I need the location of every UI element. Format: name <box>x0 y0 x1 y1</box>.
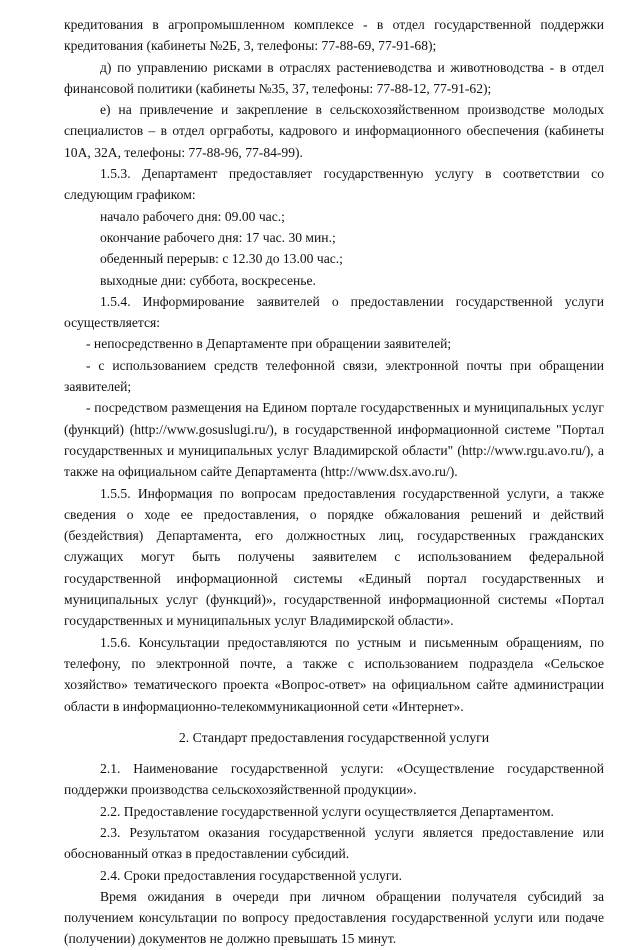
section-heading: 2. Стандарт предоставления государственной услуги <box>178 729 490 745</box>
paragraph-waiting-time: Время ожидания в очереди при личном обращении получателя субсидий за получением консультации по вопросу предоставления государственной услуги или подаче (получении) документов не должно превышать 15 минут. <box>64 888 604 947</box>
paragraph-1-5-3: 1.5.3. Департамент предоставляет государственную услугу в соответствии со следующим графиком: <box>64 166 604 203</box>
paragraph-2-2: 2.2. Предоставление государственной услуги осуществляется Департаментом. <box>100 803 554 819</box>
list-item-portals: - посредством размещения на Едином портале государственных и муниципальных услуг (функций) (http://www.gosuslugi.ru/), в государственной информационной системе "Портал государственных и муниципальных услуг Владимирской области" (http://www.rgu.avo.ru/), а также на официальном сайте Департамента (http://www.dsx.avo.ru/). <box>64 400 604 480</box>
paragraph-1-5-5: 1.5.5. Информация по вопросам предоставления государственной услуги, а также сведения о ходе ее предоставления, о порядке обжалования решений и действий (бездействия) Департамента, его должностных лиц, государственных гражданских служащих могут быть получены заявителем с использованием федеральной государственной информационной системы «Единый портал государственных и муниципальных услуг (функций)», государственной информационной системы «Портал государственных и муниципальных услуг Владимирской области». <box>64 485 604 629</box>
list-item-in-department: - непосредственно в Департаменте при обращении заявителей; <box>86 336 452 352</box>
paragraph-1-5-4: 1.5.4. Информирование заявителей о предоставлении государственной услуги осуществляется: <box>64 293 604 331</box>
schedule-line-end: окончание рабочего дня: 17 час. 30 мин.; <box>100 229 336 245</box>
paragraph-2-3: 2.3. Результатом оказания государственной услуги является предоставление или обоснованный отказ в предоставлении субсидий. <box>64 824 604 862</box>
paragraph-2-1: 2.1. Наименование государственной услуги: «Осуществление государственной поддержки производства сельскохозяйственной продукции». <box>64 761 604 798</box>
schedule-line-start: начало рабочего дня: 09.00 час.; <box>100 208 285 224</box>
schedule-line-weekend: выходные дни: суббота, воскресенье. <box>100 272 316 288</box>
paragraph-item-e: е) на привлечение и закрепление в сельскохозяйственном производстве молодых специалистов – в отдел оргработы, кадрового и информационного обеспечения (кабинеты 10А, 32А, телефоны: 77-88-96, 77-84-99). <box>64 102 604 160</box>
paragraph-1-5-6: 1.5.6. Консультации предоставляются по устным и письменным обращениям, по телефону, по электронной почте, а также с использованием подраздела «Сельское хозяйство» тематического проекта «Вопрос-ответ» на официальном сайте администрации области в информационно-телекоммуникационной сети «Интернет». <box>64 634 604 714</box>
list-item-phone-email: - с использованием средств телефонной связи, электронной почты при обращении заявителей; <box>64 357 604 395</box>
schedule-line-lunch: обеденный перерыв: с 12.30 до 13.00 час.; <box>100 251 343 267</box>
paragraph-credit-continuation: кредитования в агропромышленном комплексе - в отдел государственной поддержки кредитования (кабинеты №2Б, 3, телефоны: 77-88-69, 77-91-68); <box>64 17 604 54</box>
paragraph-item-d: д) по управлению рисками в отраслях растениеводства и животноводства - в отдел финансовой политики (кабинеты №35, 37, телефоны: 77-88-12, 77-91-62); <box>64 59 604 96</box>
paragraph-2-4: 2.4. Сроки предоставления государственной услуги. <box>100 867 403 883</box>
